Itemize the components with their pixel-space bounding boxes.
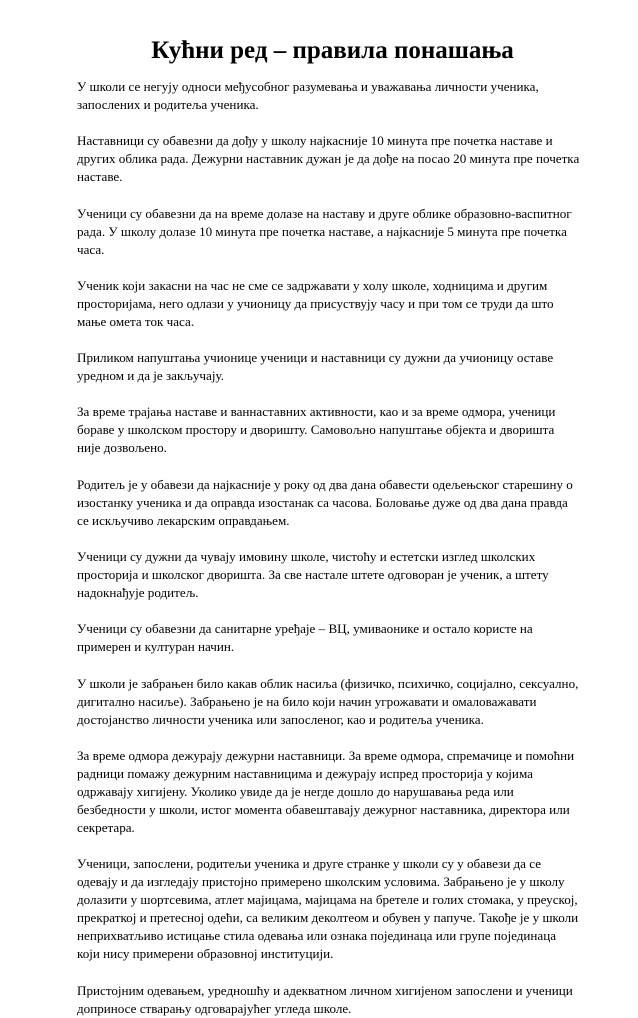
paragraph-sanitary: Ученици су обавезни да санитарне уређаје – ВЦ, умиваонике и остало користе на примерен и културан начин.: [77, 621, 533, 655]
paragraph-late-student: Ученик који закасни на час не сме се задржавати у холу школе, ходницима и другим просторијама, него одлази у учионицу да присуствују часу и при том се труди да што мање омета ток часа.: [77, 277, 554, 329]
paragraph-violence: У школи је забрањен било какав облик насиља (физичко, психичко, социјално, сексуално, дигитално насиље). Забрањено је на било који начин угрожавати и омаловажавати достојанство личности ученика или запосленог, као и родитеља ученика.: [77, 675, 579, 727]
paragraph-teacher-arrival: Наставници су обавезни да дођу у школу најкасније 10 минута пре почетка наставе и других облика рада. Дежурни наставник дужан је да дође на посао 20 минута пре почетка наставе.: [77, 133, 580, 185]
paragraph-student-arrival: Ученици су обавезни да на време долазе на наставу и друге облике образовно-васпитног рада. У школу долазе 10 минута пре почетка наставе, а најкасније 5 минута пре почетка часа.: [77, 205, 572, 257]
paragraph-dress-code: Ученици, запослени, родитељи ученика и друге странке у школи су у обавези да се одевају и да изгледају пристојно примерено школским условима. Забрањено је у школу долазити у шортсевима, атлет мајицама, мајицама на бретеле и голих стомака, у преуској, прекраткој и претесној одећи, са великим деколтеом и обувен у папуче. Такође је у школи неприхватљиво истицање стила одевања или ознака појединаца или групе појединаца који нису примерени образовној институцији.: [77, 856, 579, 962]
paragraph-absence: Родитељ је у обавези да најкасније у року од два дана обавести одељењског старешину о изостанку ученика и да оправда изостанак са часова. Боловање дуже од два дана правда се искључиво лекарским оправдањем.: [77, 476, 573, 528]
paragraph-property: Ученици су дужни да чувају имовину школе, чистоћу и естетски изглед школских просторија и школског дворишта. За све настале штете одговоран је ученик, а штету надокнађује родитељ.: [77, 549, 549, 601]
paragraph-respect: У школи се негују односи међусобног разумевања и уважавања личности ученика, запослених и родитеља ученика.: [77, 79, 539, 112]
paragraph-break-duty: За време одмора дежурају дежурни наставници. За време одмора, спремачице и помоћни радници помажу дежурним наставницима и дежурају испред просторија у којима одржавају хигијену. Уколико увиде да је негде дошло до нарушавања реда или безбедности у школи, истог момента обавештавају дежурног наставника, директора или секретара.: [77, 747, 575, 835]
document-title: Кућни ред – правила понашања: [151, 37, 514, 64]
paragraph-reputation: Пристојним одевањем, уредношћу и адекватном личном хигијеном запослени и ученици доприносе стварању одговарајућег угледа школе.: [77, 982, 573, 1016]
paragraph-leaving-classroom: Приликом напуштања учионице ученици и наставници су дужни да учионицу оставе уредном и да је закључају.: [77, 350, 554, 384]
paragraph-school-premises: За време трајања наставе и ваннаставних активности, као и за време одмора, ученици бораве у школском простору и дворишту. Самовољно напуштање објекта и дворишта није дозвољено.: [77, 404, 556, 456]
